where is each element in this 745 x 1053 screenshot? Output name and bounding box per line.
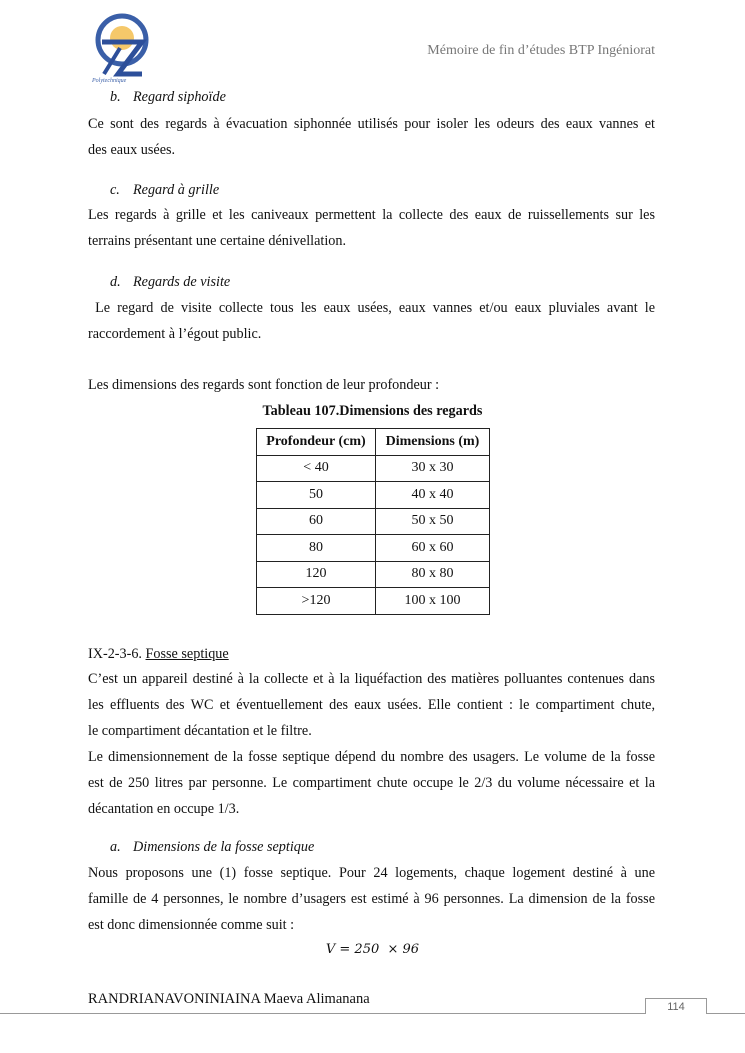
table-intro: Les dimensions des regards sont fonction de leur profondeur : <box>88 377 440 393</box>
paragraph-line: est donc dimensionnée comme suit : <box>88 917 295 933</box>
subheading-letter: a. <box>110 839 121 855</box>
subheading-title: Regard siphoïde <box>133 89 226 105</box>
subheading-letter: c. <box>110 182 120 198</box>
paragraph-line: Ce sont des regards à évacuation siphonnée utilisés pour isoler les odeurs des eaux vannes et <box>88 116 655 132</box>
table-cell: >120 <box>257 588 376 615</box>
subheading-regard-siphoide <box>110 88 677 106</box>
table-cell: < 40 <box>257 455 376 482</box>
paragraph-line: Le regard de visite collecte tous les eaux usées, eaux vannes et/ou eaux pluviales avant le <box>88 300 655 316</box>
footer-divider <box>0 1013 745 1014</box>
subheading-title: Regards de visite <box>133 274 231 290</box>
table-row <box>257 455 490 482</box>
paragraph-line: C’est un appareil destiné à la collecte et à la liquéfaction des matières polluantes contenues dans <box>88 671 655 687</box>
table-cell: 60 <box>257 508 376 535</box>
table-row <box>257 535 490 562</box>
subheading-regard-grille <box>110 181 677 199</box>
section-heading-fosse-septique <box>88 645 655 663</box>
svg-text:Polytechnique: Polytechnique <box>92 78 127 84</box>
subheading-letter: b. <box>110 89 121 105</box>
section-title: Fosse septique <box>145 646 229 662</box>
table-header-row <box>257 429 490 456</box>
paragraph-line: les effluents des WC et éventuellement des eaux usées. Elle contient : le compartiment chute, <box>88 697 655 713</box>
paragraph-line: famille de 4 personnes, le nombre d’usagers est estimé à 96 personnes. La dimension de la fosse <box>88 891 655 907</box>
table-cell: 100 x 100 <box>376 588 490 615</box>
subheading-title: Regard à grille <box>133 182 220 198</box>
table-cell: 50 <box>257 482 376 509</box>
section-number: IX-2-3-6. <box>88 646 146 662</box>
table-row <box>257 508 490 535</box>
paragraph-line: Le dimensionnement de la fosse septique dépend du nombre des usagers. Le volume de la fosse <box>88 749 655 765</box>
page-number: 114 <box>645 998 707 1014</box>
table-cell: 80 x 80 <box>376 561 490 588</box>
table-cell: 40 x 40 <box>376 482 490 509</box>
paragraph-line: des eaux usées. <box>88 142 176 158</box>
table-cell: 80 <box>257 535 376 562</box>
table-row <box>257 561 490 588</box>
column-header: Dimensions (m) <box>376 429 490 456</box>
paragraph-line: terrains présentant une certaine dénivellation. <box>88 233 347 249</box>
subheading-title: Dimensions de la fosse septique <box>133 839 315 855</box>
table-caption: Tableau 107.Dimensions des regards <box>262 403 483 419</box>
paragraph-line: décantation en occupe 1/3. <box>88 801 240 817</box>
table-cell: 50 x 50 <box>376 508 490 535</box>
column-header: Profondeur (cm) <box>257 429 376 456</box>
subheading-letter: d. <box>110 274 121 290</box>
footer-author: RANDRIANAVONINIAINA Maeva Alimanana <box>88 991 370 1007</box>
table-row <box>257 588 490 615</box>
subheading-regards-visite <box>110 273 677 291</box>
paragraph-line: est de 250 litres par personne. Le compartiment chute occupe le 2/3 du volume nécessaire et la <box>88 775 655 791</box>
table-row <box>257 482 490 509</box>
paragraph-line: Nous proposons une (1) fosse septique. Pour 24 logements, chaque logement destiné à une <box>88 865 655 881</box>
subheading-dimensions-fosse <box>110 838 677 856</box>
table-cell: 60 x 60 <box>376 535 490 562</box>
paragraph-line: Les regards à grille et les caniveaux permettent la collecte des eaux de ruissellements sur les <box>88 207 655 223</box>
header-title: Mémoire de fin d’études BTP Ingéniorat <box>427 43 655 58</box>
volume-formula: V = 250 × 96 <box>325 942 420 957</box>
paragraph-line: le compartiment décantation et le filtre. <box>88 723 312 739</box>
school-logo <box>90 12 160 92</box>
table-cell: 30 x 30 <box>376 455 490 482</box>
table-cell: 120 <box>257 561 376 588</box>
paragraph-line: raccordement à l’égout public. <box>88 326 262 342</box>
dimensions-table <box>256 428 490 615</box>
